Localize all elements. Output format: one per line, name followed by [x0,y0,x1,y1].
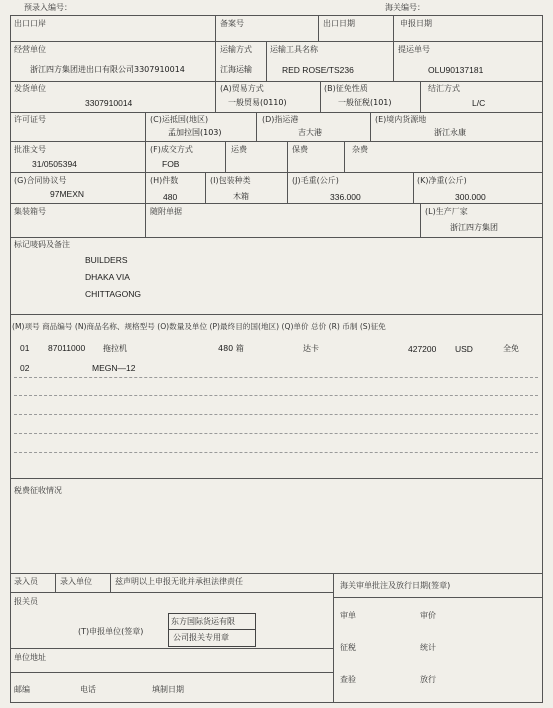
unit-address-label: 单位地址 [14,653,46,662]
price-review-label: 审价 [420,611,436,620]
goods-header: (M)项号 商品编号 (N)商品名称、规格型号 (O)数量及单位 (P)最终目的国(地区) (Q)单价 总价 (R) 币制 (S)征免 [12,322,386,331]
marks-line: DHAKA VIA [85,272,130,282]
insurance-label: 保费 [292,145,308,154]
goods-currency: USD [455,344,473,354]
bl-label: 提运单号 [398,45,430,54]
marks-line: BUILDERS [85,255,128,265]
consignor-value: 3307910014 [85,98,133,108]
misc-label: 杂费 [352,145,368,154]
goods-code: 87011000 [48,343,86,353]
dest-port-label: (D)指运港 [262,115,299,124]
contract-value: 97MEXN [50,189,85,199]
goods-dest: 达卡 [303,344,319,353]
package-value: 木箱 [233,192,249,201]
postcode-label: 邮编 [14,685,30,694]
tax-nature-label: (B)征免性质 [324,84,368,93]
license-label: 许可证号 [14,115,46,124]
dest-country-label: (C)运抵国(地区) [150,115,209,124]
net-label: (K)净重(公斤) [417,176,467,185]
vessel-value: RED ROSE/TS236 [282,65,354,75]
transport-mode-value: 江海运输 [220,65,252,74]
bl-value: OLU90137181 [428,65,484,75]
approval-value: 31/0505394 [32,159,77,169]
vessel-label: 运输工具名称 [270,45,318,54]
fill-date-label: 填制日期 [152,685,184,694]
trade-mode-label: (A)贸易方式 [220,84,264,93]
statement-label: 兹声明以上申报无讹并承担法律责任 [115,577,243,586]
net-value: 300.000 [455,192,486,202]
operator-value: 浙江四方集团进出口有限公司3307910014 [30,65,185,74]
goods-item: 02 [20,363,30,373]
declare-date-label: 申报日期 [400,19,432,28]
transport-mode-label: 运输方式 [220,45,252,54]
goods-qty: 480 箱 [218,344,244,353]
export-port-label: 出口口岸 [14,19,46,28]
pieces-value: 480 [163,192,178,202]
package-label: (I)包装种类 [210,176,251,185]
declarant-label: (T)申报单位(签章) [78,627,144,636]
operator-label: 经营单位 [14,45,46,54]
goods-name: 拖拉机 [103,344,127,353]
gross-label: (J)毛重(公斤) [292,176,339,185]
maker-value: 浙江四方集团 [450,223,498,232]
record-no-label: 备案号 [220,19,244,28]
inspection-label: 查验 [340,675,356,684]
marks-line: CHITTAGONG [85,289,142,299]
customs-approval-label: 海关审单批注及放行日期(签章) [340,581,451,590]
statistics-label: 统计 [420,643,436,652]
tax-levy-label: 征税 [340,643,356,652]
tax-nature-value: 一般征税(101) [338,98,392,107]
review-label: 审单 [340,611,356,620]
customs-no-label: 海关编号： [385,3,425,12]
consignor-label: 发货单位 [14,84,46,93]
stamp-line: 东方国际货运有限 [171,617,235,626]
goods-total: 427200 [408,344,437,354]
declarant-stamp [168,613,256,647]
dest-country-value: 孟加拉国(103) [168,128,222,137]
trade-mode-value: 一般贸易(0110) [228,98,287,107]
release-label: 放行 [420,675,436,684]
docs-label: 随附单据 [150,207,182,216]
entry-person-label: 录入员 [14,577,38,586]
entry-unit-label: 录入单位 [60,577,92,586]
precord-no-label: 预录入编号： [24,3,72,12]
contract-label: (G)合同协议号 [14,176,67,185]
goods-item: 01 [20,343,30,353]
pieces-label: (H)件数 [150,176,179,185]
settlement-label: 结汇方式 [428,84,460,93]
container-label: 集装箱号 [14,207,46,216]
freight-label: 运费 [231,145,247,154]
terms-label: (F)成交方式 [150,145,193,154]
settlement-value: L/C [472,98,486,108]
export-date-label: 出口日期 [323,19,355,28]
source-value: 浙江永康 [434,128,466,137]
terms-value: FOB [162,159,180,169]
goods-exempt: 全免 [503,344,519,353]
broker-label: 报关员 [14,597,38,606]
maker-label: (L)生产厂家 [425,207,468,216]
tax-label: 税费征收情况 [14,486,62,495]
phone-label: 电话 [80,685,96,694]
dest-port-value: 吉大港 [298,128,322,137]
goods-name: MEGN—12 [92,363,136,373]
gross-value: 336.000 [330,192,361,202]
source-label: (E)境内货源地 [375,115,427,124]
marks-label: 标记唛码及备注 [14,240,70,249]
approval-label: 批准文号 [14,145,46,154]
stamp-line: 公司报关专用章 [173,633,229,642]
